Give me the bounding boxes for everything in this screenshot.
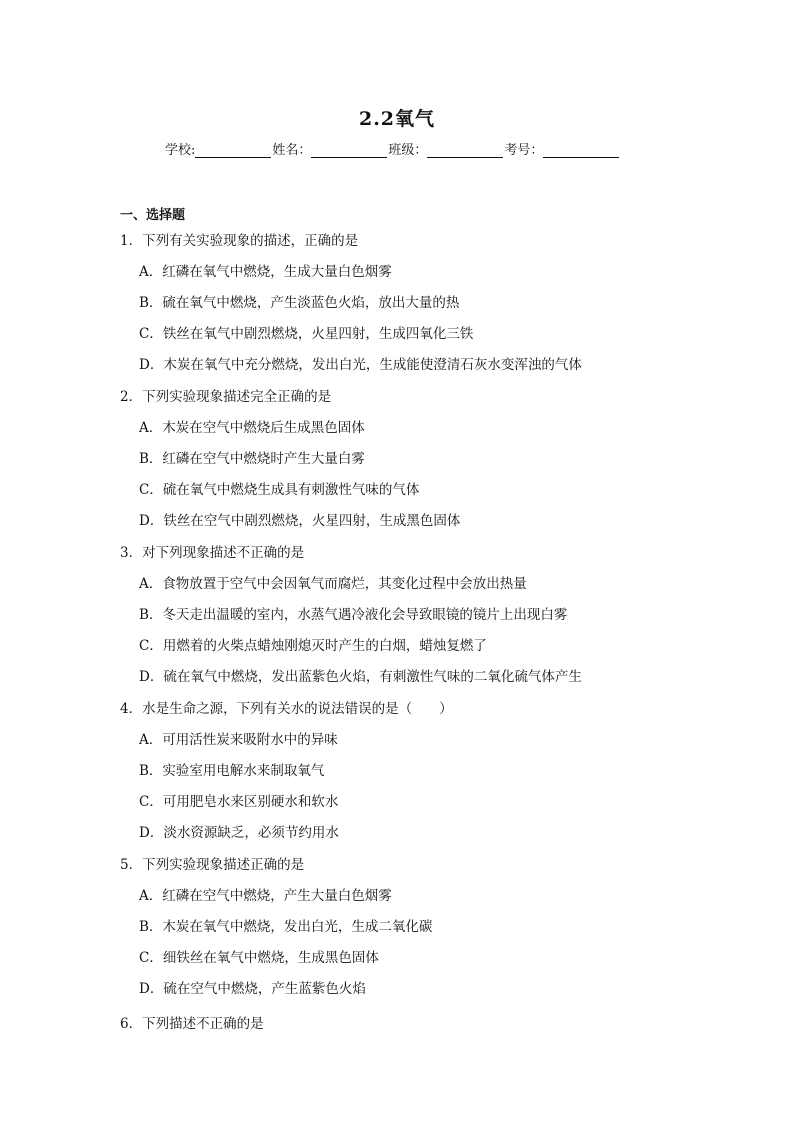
question-4-stem: 4．水是生命之源，下列有关水的说法错误的是（ ） bbox=[120, 701, 453, 717]
question-5-option-c: C．细铁丝在氧气中燃烧，生成黑色固体 bbox=[139, 950, 379, 966]
question-5-stem: 5．下列实验现象描述正确的是 bbox=[120, 857, 305, 873]
name-label: 姓名： bbox=[272, 143, 312, 158]
question-2-option-d: D．铁丝在空气中剧烈燃烧，火星四射，生成黑色固体 bbox=[139, 513, 461, 529]
question-3-option-c: C．用燃着的火柴点蜡烛刚熄灭时产生的白烟，蜡烛复燃了 bbox=[139, 638, 487, 654]
question-4-option-d: D．淡水资源缺乏，必须节约用水 bbox=[139, 825, 339, 841]
question-1-option-c: C．铁丝在氧气中剧烈燃烧，火星四射，生成四氧化三铁 bbox=[139, 326, 474, 342]
question-6-stem: 6．下列描述不正确的是 bbox=[120, 1016, 264, 1032]
question-3-option-d: D．硫在氧气中燃烧，发出蓝紫色火焰，有刺激性气味的二氧化硫气体产生 bbox=[139, 669, 582, 685]
question-5-option-b: B．木炭在氧气中燃烧，发出白光，生成二氧化碳 bbox=[139, 919, 433, 935]
question-3-stem: 3．对下列现象描述不正确的是 bbox=[120, 545, 305, 561]
student-info-line bbox=[165, 139, 620, 158]
question-4-option-a: A．可用活性炭来吸附水中的异味 bbox=[139, 732, 338, 748]
question-1-stem: 1．下列有关实验现象的描述，正确的是 bbox=[120, 233, 359, 249]
name-blank bbox=[311, 143, 387, 158]
question-1-option-a: A．红磷在氧气中燃烧，生成大量白色烟雾 bbox=[139, 264, 392, 280]
question-2-option-c: C．硫在氧气中燃烧生成具有刺激性气味的气体 bbox=[139, 482, 420, 498]
school-blank bbox=[195, 143, 271, 158]
question-3-option-a: A．食物放置于空气中会因氧气而腐烂，其变化过程中会放出热量 bbox=[139, 576, 527, 592]
question-3-option-b: B．冬天走出温暖的室内，水蒸气遇冷液化会导致眼镜的镜片上出现白雾 bbox=[139, 607, 568, 623]
question-5-option-d: D．硫在空气中燃烧，产生蓝紫色火焰 bbox=[139, 981, 366, 997]
exam-number-blank bbox=[543, 143, 619, 158]
question-2-option-a: A．木炭在空气中燃烧后生成黑色固体 bbox=[139, 420, 365, 436]
question-2-stem: 2．下列实验现象描述完全正确的是 bbox=[120, 389, 332, 405]
question-4-option-c: C．可用肥皂水来区别硬水和软水 bbox=[139, 794, 339, 810]
document-title: 2.2氧气 bbox=[358, 108, 436, 130]
school-label: 学校: bbox=[165, 143, 196, 158]
section-heading: 一、选择题 bbox=[120, 208, 186, 223]
class-label: 班级： bbox=[388, 143, 428, 158]
question-1-option-d: D．木炭在氧气中充分燃烧，发出白光，生成能使澄清石灰水变浑浊的气体 bbox=[139, 357, 582, 373]
class-blank bbox=[427, 143, 503, 158]
question-5-option-a: A．红磷在空气中燃烧，产生大量白色烟雾 bbox=[139, 888, 392, 904]
exam-number-label: 考号： bbox=[504, 143, 544, 158]
question-2-option-b: B．红磷在空气中燃烧时产生大量白雾 bbox=[139, 451, 365, 467]
question-4-option-b: B．实验室用电解水来制取氧气 bbox=[139, 763, 325, 779]
question-1-option-b: B．硫在氧气中燃烧，产生淡蓝色火焰，放出大量的热 bbox=[139, 295, 460, 311]
